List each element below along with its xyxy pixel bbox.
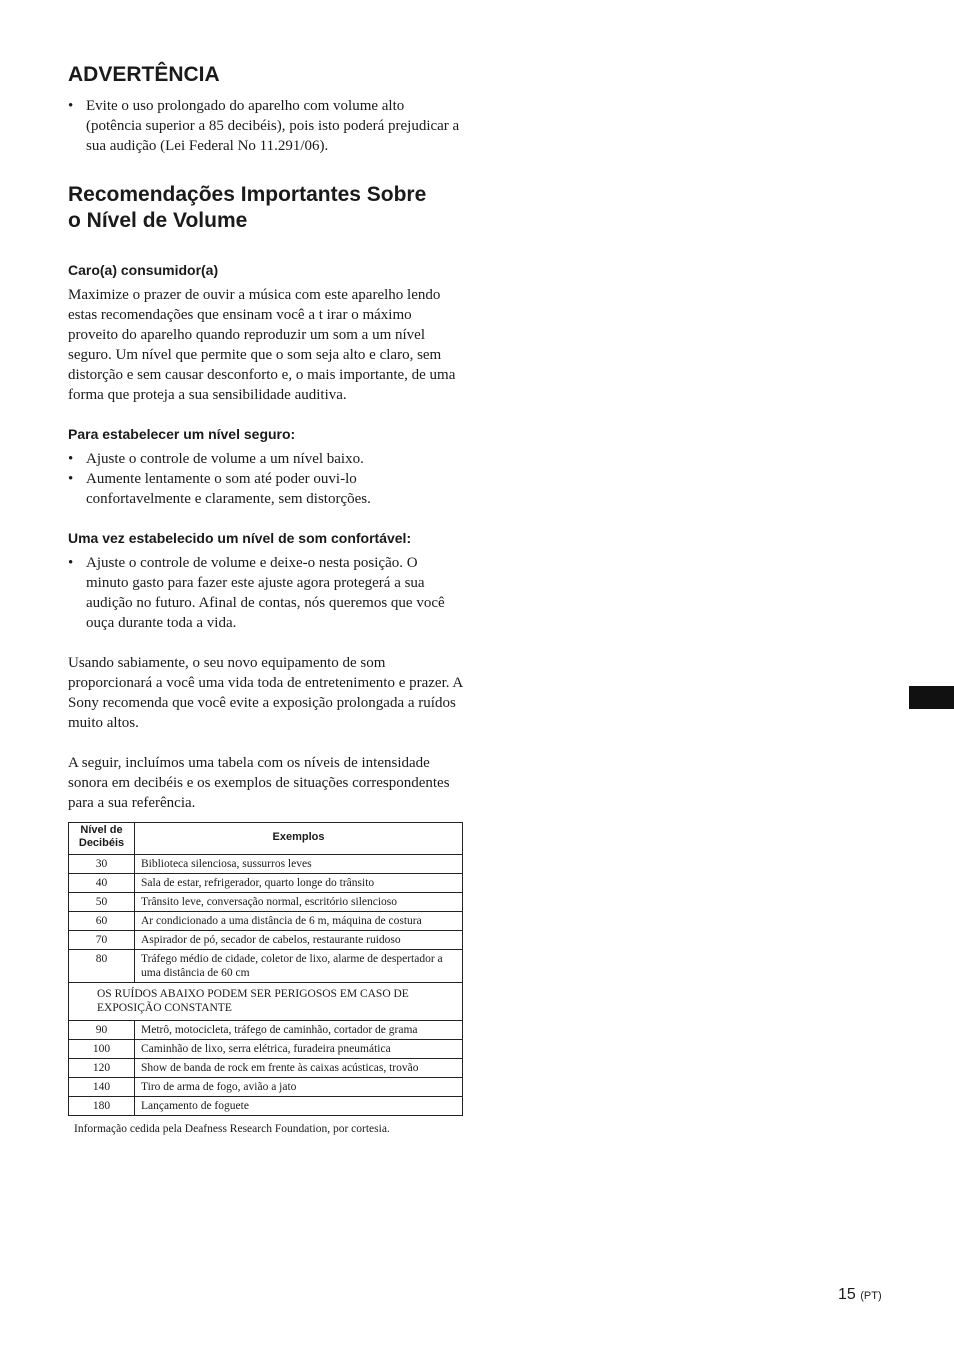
page-number: 15 (PT) (838, 1286, 882, 1303)
table-row (69, 893, 463, 912)
row-level: 100 (69, 1040, 135, 1059)
safe-level-heading: Para estabelecer um nível seguro: (68, 426, 296, 442)
table-row (69, 912, 463, 931)
header-examples: Exemplos (135, 823, 463, 855)
table-row (69, 1097, 463, 1116)
row-example: Ar condicionado a uma distância de 6 m, máquina de costura (135, 912, 463, 931)
content-column (68, 60, 463, 1136)
comfort-level-bullet: • Ajuste o controle de volume e deixe-o nesta posição. O minuto gasto para fazer este ajuste agora protegerá a sua audição no futuro. Afinal de contas, nós queremos que você ouça durante toda a vida. (68, 553, 463, 633)
row-level: 90 (69, 1021, 135, 1040)
row-example: Lançamento de foguete (135, 1097, 463, 1116)
section-tab-marker (909, 686, 954, 709)
header-level: Nível de Decibéis (69, 823, 135, 855)
row-example: Tráfego médio de cidade, coletor de lixo, alarme de despertador a uma distância de 60 cm (135, 950, 463, 983)
row-level: 140 (69, 1078, 135, 1097)
safe-level-list (68, 449, 463, 509)
page-language-suffix: (PT) (860, 1290, 882, 1302)
comfort-level-heading: Uma vez estabelecido um nível de som confortável: (68, 530, 412, 546)
warning-bullet: • Evite o uso prolongado do aparelho com volume alto (potência superior a 85 decibéis), pois isto poderá prejudicar a sua audição (Lei Federal No 11.291/06). (68, 96, 463, 156)
consumer-paragraph: Maximize o prazer de ouvir a música com este aparelho lendo estas recomendações que ensinam você a t irar o máximo proveito do aparelho quando reproduzir um som a um nível seguro. Um nível que permite que o som seja alto e claro, sem distorção e sem causar desconforto e, o mais importante, de uma forma que proteja a sua sensibilidade auditiva. (68, 287, 456, 403)
row-example: Show de banda de rock em frente às caixas acústicas, trovão (135, 1059, 463, 1078)
comfort-level-list (68, 553, 463, 633)
table-header-row (69, 823, 463, 855)
row-level: 30 (69, 855, 135, 874)
row-example: Metrô, motocicleta, tráfego de caminhão, cortador de grama (135, 1021, 463, 1040)
table-row (69, 855, 463, 874)
row-example: Caminhão de lixo, serra elétrica, furadeira pneumática (135, 1040, 463, 1059)
decibel-table (68, 822, 463, 1116)
row-level: 180 (69, 1097, 135, 1116)
row-example: Trânsito leve, conversação normal, escritório silencioso (135, 893, 463, 912)
row-example: Tiro de arma de fogo, avião a jato (135, 1078, 463, 1097)
table-row (69, 1078, 463, 1097)
row-level: 80 (69, 950, 135, 983)
wise-use-paragraph: Usando sabiamente, o seu novo equipamento de som proporcionará a você uma vida toda de entretenimento e prazer. A Sony recomenda que você evite a exposição prolongada a ruídos muito altos. (68, 655, 463, 731)
warning-title: ADVERTÊNCIA (68, 63, 220, 86)
row-level: 50 (69, 893, 135, 912)
danger-warning: OS RUÍDOS ABAIXO PODEM SER PERIGOSOS EM CASO DE EXPOSIÇÃO CONSTANTE (69, 983, 463, 1021)
table-row (69, 931, 463, 950)
recommendations-title: Recomendações Importantes Sobre o Nível de Volume (68, 183, 427, 232)
table-row (69, 1059, 463, 1078)
warning-list (68, 96, 463, 156)
consumer-heading: Caro(a) consumidor(a) (68, 262, 219, 278)
table-intro-paragraph: A seguir, incluímos uma tabela com os níveis de intensidade sonora em decibéis e os exemplos de situações correspondentes para a sua referência. (68, 755, 450, 811)
row-level: 60 (69, 912, 135, 931)
row-example: Biblioteca silenciosa, sussurros leves (135, 855, 463, 874)
table-row (69, 1021, 463, 1040)
safe-level-bullet: • Ajuste o controle de volume a um nível baixo. (68, 449, 463, 469)
safe-level-bullet: • Aumente lentamente o som até poder ouvi-lo confortavelmente e claramente, sem distorções. (68, 469, 463, 509)
row-example: Sala de estar, refrigerador, quarto longe do trânsito (135, 874, 463, 893)
table-row (69, 874, 463, 893)
table-caption: Informação cedida pela Deafness Research Foundation, por cortesia. (74, 1123, 390, 1135)
row-example: Aspirador de pó, secador de cabelos, restaurante ruidoso (135, 931, 463, 950)
table-row (69, 1040, 463, 1059)
row-level: 120 (69, 1059, 135, 1078)
table-row (69, 950, 463, 983)
table-warning-row (69, 983, 463, 1021)
row-level: 70 (69, 931, 135, 950)
row-level: 40 (69, 874, 135, 893)
